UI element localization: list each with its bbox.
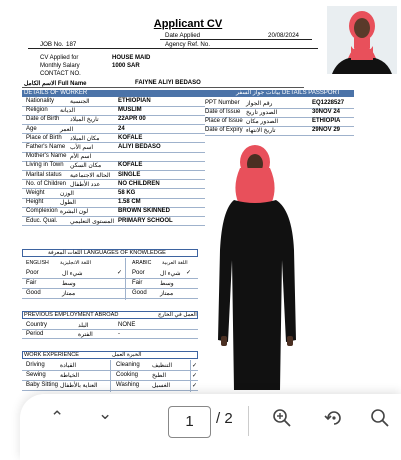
worker-field-value: 1.58 CM <box>118 199 141 206</box>
arabic-label: ARABIC <box>132 260 152 266</box>
experience-row-line <box>22 370 198 371</box>
employment-section-title: PREVIOUS EMPLOYMENT ABROAD <box>24 312 119 318</box>
experience-left-label-ar: الخياطة <box>60 373 79 379</box>
passport-field-value: EQ1228527 <box>312 100 345 106</box>
worker-field-label: Nationality <box>26 98 55 104</box>
experience-right-label-ar: الطبخ <box>152 373 167 379</box>
worker-field-label: Weight <box>26 190 45 196</box>
page-number-input[interactable]: 1 <box>168 406 211 438</box>
worker-field-label-ar: مكان الميلاد <box>70 135 100 142</box>
experience-right-label: Cleaning <box>116 362 140 368</box>
period-value: - <box>118 331 120 337</box>
passport-field-label-ar: تاريخ الانتهاء <box>246 128 276 134</box>
employment-row-line-2 <box>22 338 198 339</box>
passport-field-value: 29NOV 29 <box>312 127 341 133</box>
english-label-ar: اللغة الانجليزية <box>60 260 92 266</box>
worker-field-label: Place of Birth <box>26 134 62 141</box>
full-name-value: FAIYNE ALIYI BEDASO <box>135 80 201 86</box>
worker-field-value: ALIYI BEDASO <box>118 144 161 150</box>
worker-field-label-ar: اسم الأم <box>70 154 92 161</box>
date-applied-value: 20/08/2024 <box>268 32 299 39</box>
arabic-level-label-ar: ممتاز <box>160 291 174 297</box>
english-level-check: ✓ <box>117 270 123 276</box>
worker-field-label: Age <box>26 125 37 132</box>
arabic-level-label: Poor <box>132 270 145 276</box>
languages-section-title: اللغات المعرفة LANGUAGES OF KNOWLEDGE <box>48 250 166 256</box>
worker-field-label-ar: العمر <box>60 126 74 133</box>
passport-row-line <box>205 135 354 136</box>
worker-row-line <box>22 225 205 226</box>
passport-field-label: PPT Number <box>205 100 240 106</box>
english-level-label-ar: شيء ال <box>62 271 83 277</box>
worker-field-label: Living in Town <box>26 162 64 169</box>
experience-check: ✓ <box>192 383 198 389</box>
arabic-level-check: ✓ <box>186 270 192 276</box>
monthly-salary-value: 1000 SAR <box>112 63 140 69</box>
worker-field-value: NO CHILDREN <box>118 180 160 187</box>
experience-check: ✓ <box>192 363 198 369</box>
experience-row-line <box>22 390 198 391</box>
passport-field-label: Date of Expiry <box>205 127 243 133</box>
worker-field-label: Mother's Name <box>26 153 67 160</box>
applicant-photo-small <box>327 6 397 74</box>
rotate-icon[interactable] <box>324 408 344 433</box>
experience-right-label: Cooking <box>116 372 139 378</box>
cv-applied-for-value: HOUSE MAID <box>112 55 151 61</box>
passport-field-label-ar: الصدور مكان <box>246 119 279 125</box>
worker-field-value: SINGLE <box>118 171 141 178</box>
worker-field-label-ar: الطول <box>60 200 76 207</box>
language-row-line <box>22 288 198 289</box>
experience-left-label: Baby Sitting <box>26 382 59 388</box>
country-label: Country <box>26 322 48 328</box>
passport-field-value: 30NOV 24 <box>312 109 341 115</box>
arabic-level-label: Good <box>132 290 147 296</box>
period-label: Period <box>26 331 44 337</box>
period-label-ar: الفترة <box>78 332 93 338</box>
experience-left-label: Driving <box>26 362 45 368</box>
experience-section-title: WORK EXPERIENCE <box>24 352 80 358</box>
arabic-level-label-ar: شيء ال <box>160 271 181 277</box>
page-total: / 2 <box>216 410 233 427</box>
experience-right-label: Washing <box>116 382 140 388</box>
english-level-label: Good <box>26 290 41 296</box>
worker-field-value: KOFALE <box>118 162 143 169</box>
worker-field-label-ar: اسم الأب <box>70 145 94 151</box>
passport-field-label-ar: الصدور تاريخ <box>246 110 278 116</box>
worker-field-label-ar: الوزن <box>60 191 74 197</box>
country-value: NONE <box>118 322 136 328</box>
employment-section-title-ar: العمل في الخارج <box>158 312 197 318</box>
agency-ref-label: Agency Ref. No. <box>165 41 211 48</box>
worker-field-label: Date of Birth <box>26 116 60 123</box>
search-icon[interactable] <box>370 408 390 433</box>
arabic-level-label-ar: وسط <box>160 281 174 287</box>
worker-field-label-ar: الجنسية <box>70 99 90 105</box>
worker-field-value: ETHIOPIAN <box>118 98 151 104</box>
header-rule <box>160 39 312 40</box>
worker-field-value: 24 <box>118 125 125 132</box>
worker-field-label-ar: لون البشرة <box>60 209 89 216</box>
worker-field-label-ar: الديانة <box>60 108 76 115</box>
experience-section-title-ar: الخبرة العمل <box>112 352 142 358</box>
header-rule-2 <box>28 48 318 49</box>
worker-field-label: No. of Children <box>26 180 67 187</box>
toolbar-separator <box>248 406 249 436</box>
languages-divider <box>125 258 126 300</box>
english-level-label-ar: وسط <box>62 281 76 287</box>
worker-field-value: KOFALE <box>118 134 143 141</box>
monthly-salary-label: Monthly Salary <box>40 63 80 69</box>
country-label-ar: البلد <box>78 323 89 329</box>
language-row-line <box>22 278 198 279</box>
passport-field-label: Date of Issue <box>205 109 241 115</box>
experience-check-divider <box>190 360 191 392</box>
passport-field-value: ETHIOPIA <box>312 118 341 124</box>
worker-field-label-ar: عدد الأطفال <box>70 181 101 188</box>
passport-field-label: Place of Issue <box>205 118 243 124</box>
zoom-in-icon[interactable] <box>272 408 292 433</box>
worker-field-label-ar: الحالة الاجتماعية <box>70 172 111 179</box>
employment-row-line <box>22 329 198 330</box>
applicant-photo-full <box>212 140 302 390</box>
experience-left-label-ar: القيادة <box>60 363 76 369</box>
passport-section-title: بيانات جواز السفر DETAILS PASSPORT <box>236 90 341 96</box>
chevron-up-icon[interactable]: ⌃ <box>50 408 65 428</box>
worker-field-value: 58 KG <box>118 190 136 196</box>
experience-divider <box>110 360 111 392</box>
contact-no-label: CONTACT NO. <box>40 71 81 77</box>
passport-field-label-ar: رقم الجواز <box>246 101 273 107</box>
job-no-label: JOB No. <box>40 41 64 48</box>
full-name-label: الاسم الكامل Full Name <box>24 81 87 87</box>
cv-applied-for-label: CV Applied for <box>40 55 79 61</box>
english-level-label-ar: ممتاز <box>62 291 76 297</box>
worker-field-value: BROWN SKINNED <box>118 208 170 215</box>
experience-left-label: Sewing <box>26 372 46 378</box>
worker-field-value: PRIMARY SCHOOL <box>118 217 173 224</box>
worker-field-label: Father's Name <box>26 144 66 150</box>
worker-field-label: Complexion <box>26 208 58 215</box>
worker-row-line <box>22 124 205 125</box>
experience-right-label-ar: التنظيف <box>152 363 173 369</box>
worker-field-label-ar: مكان السكن <box>70 163 102 170</box>
chevron-down-icon[interactable]: ⌄ <box>98 404 113 424</box>
worker-field-label: Educ. Qual. <box>26 217 58 224</box>
english-level-label: Poor <box>26 270 39 276</box>
experience-row-line <box>22 380 198 381</box>
job-no-value: 187 <box>66 41 77 48</box>
date-applied-label: Date Applied <box>165 32 201 39</box>
pdf-viewer-toolbar <box>20 394 401 460</box>
english-level-label: Fair <box>26 280 37 286</box>
worker-field-label: Religion <box>26 107 48 114</box>
arabic-label-ar: اللغة العربية <box>162 260 188 266</box>
worker-field-label: Marital status <box>26 171 62 178</box>
worker-row-line <box>22 188 205 189</box>
language-row-line <box>22 298 198 299</box>
worker-row-line <box>22 106 205 107</box>
full-name-rule <box>22 87 304 88</box>
worker-field-label: Height <box>26 199 44 206</box>
cv-title: Applicant CV <box>153 18 223 30</box>
experience-check: ✓ <box>192 373 198 379</box>
worker-row-line <box>22 198 205 199</box>
worker-field-value: MUSLIM <box>118 107 142 114</box>
arabic-level-label: Fair <box>132 280 143 286</box>
english-label: ENGLISH <box>26 260 49 266</box>
worker-field-label-ar: تاريخ الميلاد <box>70 117 99 124</box>
worker-section-title: DETAILS OF WORKER <box>24 90 88 96</box>
worker-field-value: 22APR 00 <box>118 116 146 123</box>
experience-left-label-ar: العناية بالأطفال <box>60 383 98 389</box>
worker-field-label-ar: المستوى التعليمي <box>70 218 115 225</box>
experience-right-label-ar: الغسيل <box>152 383 171 389</box>
